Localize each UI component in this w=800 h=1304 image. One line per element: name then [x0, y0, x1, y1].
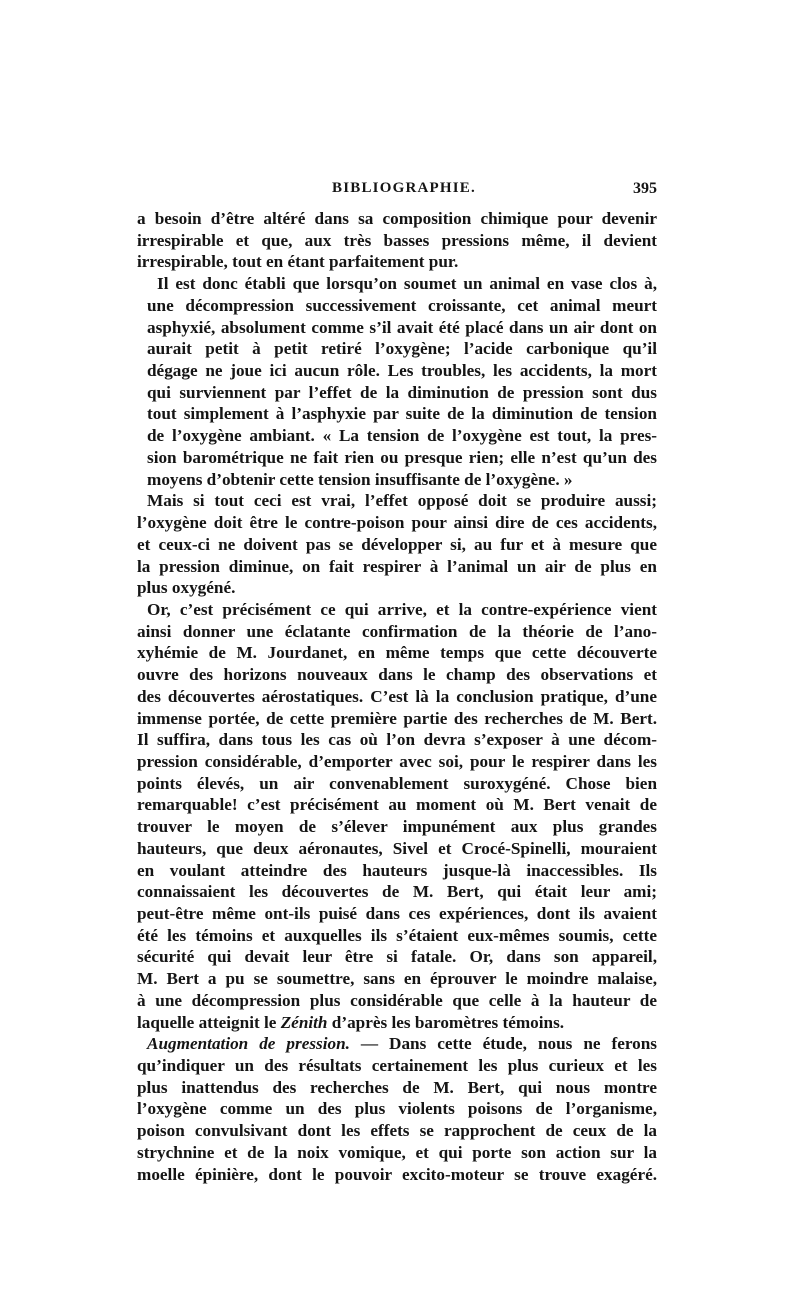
paragraph-1 [137, 208, 657, 273]
text-line: ainsi donner une éclatante confirmation de la théorie de l’ano- [137, 621, 657, 641]
text-line: Il suffira, dans tous les cas où l’on devra s’exposer à une décom- [137, 730, 657, 750]
text-line: xyhémie de M. Jourdanet, en même temps que cette découverte [137, 643, 657, 663]
text-line: plus oxygéné. [137, 578, 236, 598]
text-run: laquelle atteignit le [137, 1012, 281, 1032]
section-heading: Augmentation de pression. [147, 1034, 350, 1054]
text-line: poison convulsivant dont les effets se rapprochent de ceux de la [137, 1121, 657, 1141]
text-line: l’oxygène doit être le contre-poison pour ainsi dire de ces accidents, [137, 513, 657, 533]
text-line: aurait petit à petit retiré l’oxygène; l’acide carbonique qu’il [147, 339, 657, 359]
text-line: dégage ne joue ici aucun rôle. Les troubles, les accidents, la mort [147, 361, 657, 381]
text-line: hauteurs, que deux aéronautes, Sivel et Crocé-Spinelli, mouraient [137, 838, 657, 858]
text-line: et ceux-ci ne doivent pas se développer si, au fur et à mesure que [137, 534, 657, 554]
running-head [137, 180, 657, 204]
text-line: Or, c’est précisément ce qui arrive, et la contre-expérience vient [147, 599, 657, 619]
text-line: remarquable! c’est précisément au moment où M. Bert venait de [137, 795, 657, 815]
text-line: M. Bert a pu se soumettre, sans en éprouver le moindre malaise, [137, 969, 657, 989]
page-number: 395 [633, 180, 657, 197]
text-run: d’après les baromètres témoins. [327, 1012, 565, 1032]
text-line: peut-être même ont-ils puisé dans ces expériences, dont ils avaient [137, 904, 657, 923]
text-line: strychnine et de la noix vomique, et qui porte son action sur la [137, 1142, 657, 1162]
text-line: la pression diminue, on fait respirer à l’animal un air de plus en [137, 556, 657, 576]
text-line: trouver le moyen de s’élever impunément aux plus grandes [137, 817, 657, 837]
text-line: asphyxié, absolument comme s’il avait été placé dans un air dont on [147, 317, 657, 337]
text-line: immense portée, de cette première partie des recherches de M. Bert. [137, 708, 657, 728]
italic-title: Zénith [280, 1012, 328, 1032]
paragraph-4 [137, 599, 657, 1033]
text-line: a besoin d’être altéré dans sa composition chimique pour devenir [137, 209, 657, 228]
paragraph-5 [137, 1033, 657, 1185]
text-line: Il est donc établi que lorsqu’on soumet un animal en vase clos à, [157, 274, 657, 294]
running-title: BIBLIOGRAPHIE. [332, 180, 476, 196]
text-run: — Dans cette étude, nous ne ferons [349, 1034, 657, 1054]
text-line: ouvre des horizons nouveaux dans le champ des observations et [137, 665, 657, 685]
text-line: de l’oxygène ambiant. « La tension de l’oxygène est tout, la pres- [147, 426, 657, 446]
body-text [137, 208, 657, 1185]
text-line: irrespirable, tout en étant parfaitement pur. [137, 252, 459, 272]
text-line: une décompression successivement croissante, cet animal meurt [147, 295, 657, 315]
text-line: des découvertes aérostatiques. C’est là la conclusion pratique, d’une [137, 686, 657, 706]
text-line: irrespirable et que, aux très basses pressions même, il devient [137, 230, 657, 250]
text-line: sion barométrique ne fait rien ou presque rien; elle n’est qu’un des [147, 447, 657, 467]
text-line: Mais si tout ceci est vrai, l’effet opposé doit se produire aussi; [147, 491, 657, 511]
text-line: moelle épinière, dont le pouvoir excito-moteur se trouve exagéré. [137, 1164, 657, 1184]
text-line: points élevés, un air convenablement suroxygéné. Chose bien [137, 773, 657, 793]
text-line: l’oxygène comme un des plus violents poisons de l’organisme, [137, 1099, 657, 1119]
paragraph-3 [137, 490, 657, 599]
text-line: été les témoins et auxquelles ils s’étaient eux-mêmes soumis, cette [137, 925, 657, 945]
text-line: en voulant atteindre des hauteurs jusque-là inaccessibles. Ils [137, 860, 657, 880]
text-line: tout simplement à l’asphyxie par suite de la diminution de tension [147, 404, 657, 424]
text-line: connaissaient les découvertes de M. Bert, qui était leur ami; [137, 882, 657, 902]
text-line: moyens d’obtenir cette tension insuffisante de l’oxygène. » [147, 469, 573, 489]
text-line [137, 1012, 657, 1034]
text-line: plus inattendus des recherches de M. Bert, qui nous montre [137, 1077, 657, 1097]
text-line [137, 1033, 657, 1055]
text-line: qu’indiquer un des résultats certainement les plus curieux et les [137, 1056, 657, 1076]
text-line: qui surviennent par l’effet de la diminution de pression sont dus [147, 382, 657, 402]
text-line: pression considérable, d’emporter avec soi, pour le respirer dans les [137, 751, 657, 771]
paragraph-2 [137, 273, 657, 490]
text-line: sécurité qui devait leur être si fatale. Or, dans son appareil, [137, 947, 657, 967]
text-line: à une décompression plus considérable que celle à la hauteur de [137, 990, 657, 1010]
